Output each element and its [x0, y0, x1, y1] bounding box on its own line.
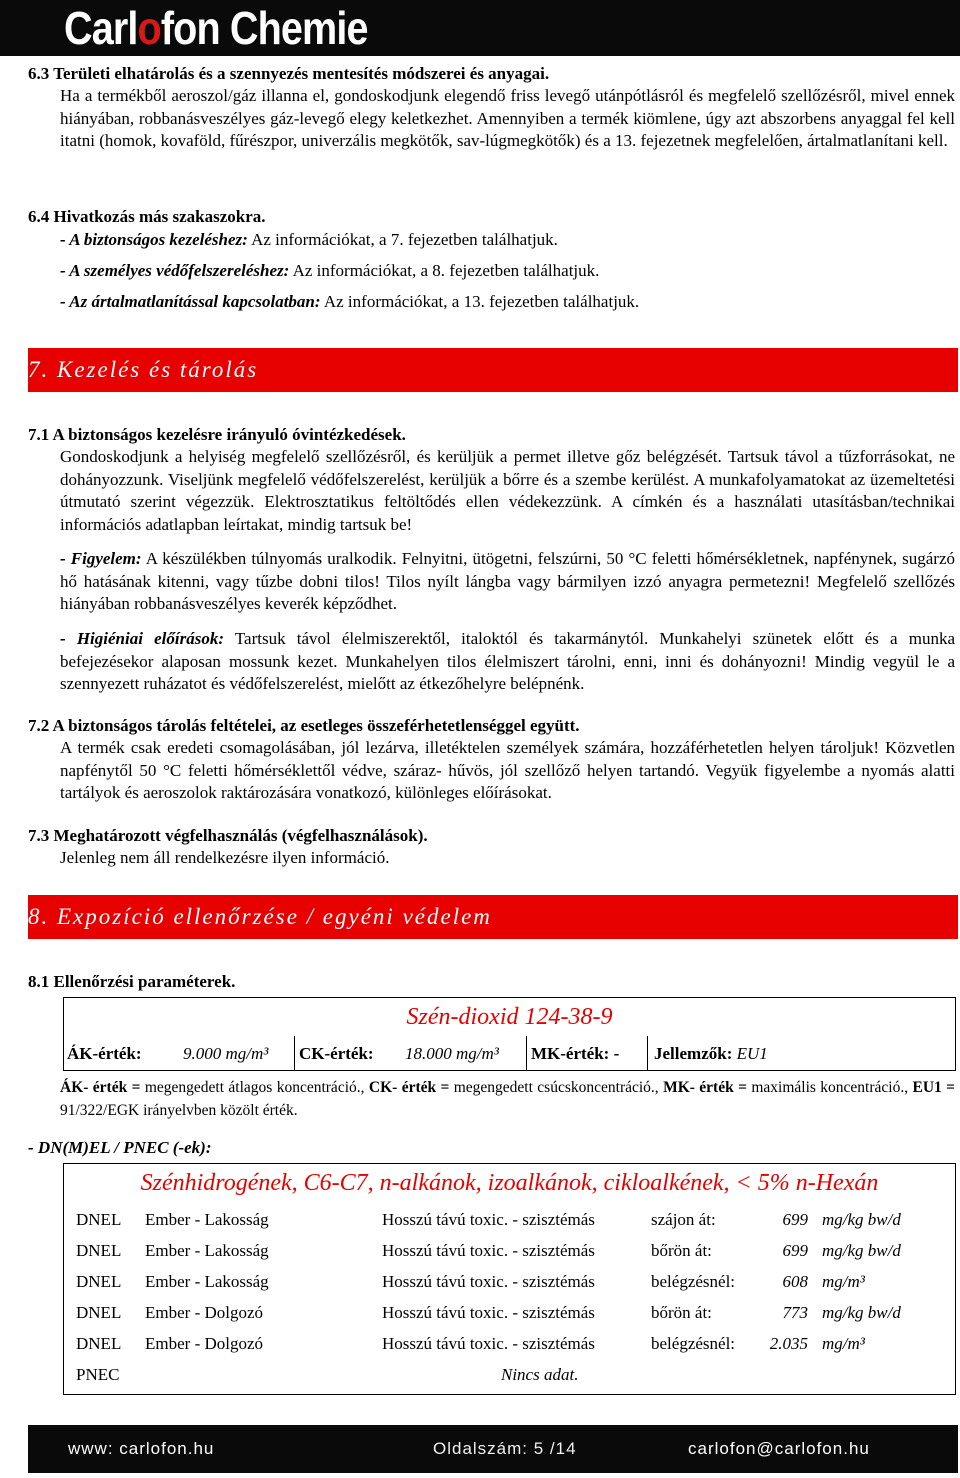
dnel-type-cell: DNEL	[76, 1334, 122, 1353]
dnel-unit-cell: mg/kg bw/d	[822, 1210, 901, 1229]
dnel-val-cell: 608	[782, 1272, 808, 1291]
divider	[294, 1036, 295, 1070]
dnel-unit-cell: mg/kg bw/d	[822, 1303, 901, 1322]
warning-label: - Figyelem:	[60, 549, 142, 568]
ak-value: 9.000 mg/m³	[183, 1044, 269, 1063]
reference-text: Az információkat, a 7. fejezetben találhatjuk.	[247, 230, 558, 249]
dnel-dur-cell: Hosszú távú toxic. - szisztémás	[382, 1272, 595, 1291]
reference-item	[60, 291, 955, 314]
section-7-title: 7. Kezelés és tárolás	[28, 357, 259, 382]
warning-text: A készülékben túlnyomás uralkodik. Felnyitni, ütögetni, felszúrni, 50 °C feletti hőmérsékletnek, napfénynek, sugárzó hő hatásának kitenni, vagy tűzbe dobni tilos! Tilos nyílt lángba vagy bármilyen izzó anyagra permetezni! Megfelelő szellőzés hiányában robbanásveszélyes keverék képződhet.	[60, 549, 956, 613]
section-7-2-body: A termék csak eredeti csomagolásában, jól lezárva, illetéktelen személyek számára, hozzáférhetetlen helyen tároljuk! Közvetlen napfénytől 50 °C feletti hőmérséklettől védve, száraz- hűvös, jól szellőző helyen tartandó. Vegyük figyelembe a nyomás alatti tartályok és aeroszolok raktározására vonatkozó, különleges előírásokat.	[60, 738, 955, 802]
dnel-table	[63, 1163, 956, 1395]
jellemzok-cell	[654, 1042, 768, 1066]
reference-label: - A személyes védőfelszereléshez:	[60, 261, 290, 280]
co2-title: Szén-dioxid 124-38-9	[406, 1004, 613, 1030]
dnel-val-cell: 699	[782, 1210, 808, 1229]
hygiene-label: - Higiéniai előírások:	[60, 629, 224, 648]
reference-item	[60, 229, 955, 252]
dnel-unit-cell: mg/kg bw/d	[822, 1241, 901, 1260]
hygiene-paragraph	[60, 628, 955, 696]
legend-text: maximális koncentráció.,	[746, 1079, 913, 1096]
dnel-val-cell: 699	[782, 1241, 808, 1260]
dnel-group-cell: Ember - Lakosság	[145, 1241, 269, 1260]
co2-limit-table	[63, 997, 956, 1071]
reference-text: Az információkat, a 13. fejezetben találhatjuk.	[320, 292, 640, 311]
section-7-1-title: 7.1 A biztonságos kezelésre irányuló óvintézkedések.	[28, 425, 406, 444]
section-8-title: 8. Expozíció ellenőrzése / egyéni védelem	[28, 904, 492, 929]
dnel-type-cell: DNEL	[76, 1210, 122, 1229]
dnel-row	[64, 1235, 955, 1266]
reference-text: Az információkat, a 8. fejezetben találhatjuk.	[289, 261, 600, 280]
legend-text: megengedett átlagos koncentráció.,	[140, 1079, 369, 1096]
section-7-1-body: Gondoskodjunk a helyiség megfelelő szellőzésről, és kerüljük a permet illetve gőz belégzését. Tartsuk távol a tűzforrásokat, ne dohányozzunk. Viseljünk megfelelő védőfelszerelést, kerüljük a bőrre és a szembe kerülést. A munkafolyamatokat az üzemeltetési útmutató szerint végezzük. Elektrosztatikus feltöltődés ellen védekezzünk. A címkén és a használati utasításban/technikai információs adatlapban leírtakat, mindig tartsuk be!	[60, 447, 955, 534]
jellemzok-value: EU1	[732, 1044, 768, 1063]
dnel-row	[64, 1266, 955, 1297]
company-logo	[64, 0, 368, 56]
dnel-row	[64, 1328, 955, 1359]
jellemzok-label: Jellemzők:	[654, 1044, 733, 1063]
ck-value: 18.000 mg/m³	[405, 1044, 499, 1063]
dnel-val-cell: 2.035	[769, 1334, 808, 1353]
dnel-row	[64, 1204, 955, 1235]
substance-title: Szénhidrogének, C6-C7, n-alkánok, izoalkánok, cikloalkének, < 5% n-Hexán	[140, 1170, 879, 1196]
logo-text-3: fon Chemie	[160, 2, 368, 54]
section-6-4-title: 6.4 Hivatkozás más szakaszokra.	[28, 207, 266, 226]
dnel-dur-cell: Hosszú távú toxic. - szisztémás	[382, 1303, 595, 1322]
dnel-type-cell: DNEL	[76, 1272, 122, 1291]
legend-text: 91/322/EGK irányelvben közölt érték.	[60, 1101, 298, 1119]
ck-label: CK-érték:	[299, 1044, 374, 1063]
logo-text-2: o	[137, 2, 161, 54]
legend-text: megengedett csúcskoncentráció.,	[449, 1079, 664, 1096]
dnel-route-cell: bőrön át:	[651, 1241, 712, 1260]
section-7-3-title: 7.3 Meghatározott végfelhasználás (végfelhasználások).	[28, 826, 428, 845]
pnec-label: PNEC	[76, 1365, 120, 1384]
logo-text-1: Carl	[64, 2, 138, 54]
dnel-val-cell: 773	[782, 1303, 808, 1322]
divider	[526, 1036, 527, 1070]
pnec-row	[64, 1359, 955, 1390]
section-6-3-body: Ha a termékből aeroszol/gáz illanna el, gondoskodjunk elegendő friss levegő utánpótlásról és megfelelő szellőzésről, mivel ennek hiányában, robbanásveszélyes gáz-levegő elegy keletkezhet. Amennyiben a termék kiömlene, úgy azt abszorbens anyaggal fel kell itatni (homok, kovaföld, fűrészpor, univerzális megkötők, sav-lúgmegkötők) és a 13. fejezetnek megfelelően, ártalmatlanítani kell.	[60, 86, 955, 150]
limit-legend	[60, 1077, 955, 1122]
footer-website: www: carlofon.hu	[68, 1439, 215, 1458]
dnel-group-cell: Ember - Dolgozó	[145, 1303, 264, 1322]
dnel-dur-cell: Hosszú távú toxic. - szisztémás	[382, 1241, 595, 1260]
reference-label: - Az ártalmatlanítással kapcsolatban:	[60, 292, 321, 311]
section-8-header	[28, 895, 958, 939]
divider	[647, 1036, 648, 1070]
warning-paragraph	[60, 548, 955, 616]
dnel-route-cell: szájon át:	[651, 1210, 716, 1229]
dnel-route-cell: belégzésnél:	[651, 1272, 736, 1291]
legend-term: CK- érték =	[368, 1079, 450, 1096]
dnel-type-cell: DNEL	[76, 1241, 122, 1260]
footer-page-number: Oldalszám: 5 /14	[433, 1439, 577, 1458]
mk-label: MK-érték: -	[531, 1044, 620, 1063]
dnel-type-cell: DNEL	[76, 1303, 122, 1322]
legend-term: ÁK- érték =	[60, 1079, 141, 1096]
pnec-value: Nincs adat.	[501, 1365, 579, 1384]
dnel-dur-cell: Hosszú távú toxic. - szisztémás	[382, 1334, 595, 1353]
reference-label: - A biztonságos kezeléshez:	[60, 230, 248, 249]
section-7-header	[28, 348, 958, 392]
section-7-2-title: 7.2 A biztonságos tárolás feltételei, az esetleges összeférhetetlenséggel együtt.	[28, 716, 580, 735]
dnel-row	[64, 1297, 955, 1328]
dnel-group-cell: Ember - Lakosság	[145, 1210, 269, 1229]
dnel-unit-cell: mg/m³	[822, 1272, 865, 1291]
dnel-route-cell: bőrön át:	[651, 1303, 712, 1322]
hygiene-text: Tartsuk távol élelmiszerektől, italoktól és takarmánytól. Munkahelyi szünetek előtt és a munka befejezésekor alaposan mossunk kezet. Munkahelyen tilos élelmiszert tárolni, enni, inni és dohányozni! Mindig vegyül le a szennyezett ruházatot és védőfelszerelést, mielőtt az étkezőhelyre belépnénk.	[60, 629, 955, 693]
section-7-3-body: Jelenleg nem áll rendelkezésre ilyen információ.	[60, 848, 390, 867]
ak-label: ÁK-érték:	[67, 1044, 142, 1063]
dnel-unit-cell: mg/m³	[822, 1334, 865, 1353]
section-6-3-title: 6.3 Területi elhatárolás és a szennyezés mentesítés módszerei és anyagai.	[28, 64, 550, 83]
legend-term: EU1 =	[912, 1079, 955, 1096]
dnel-heading: - DN(M)EL / PNEC (-ek):	[28, 1138, 212, 1157]
dnel-dur-cell: Hosszú távú toxic. - szisztémás	[382, 1210, 595, 1229]
footer-email: carlofon@carlofon.hu	[688, 1439, 870, 1458]
section-8-1-title: 8.1 Ellenőrzési paraméterek.	[28, 972, 236, 991]
dnel-route-cell: belégzésnél:	[651, 1334, 736, 1353]
footer-bar	[28, 1425, 958, 1473]
reference-item	[60, 260, 955, 283]
dnel-group-cell: Ember - Lakosság	[145, 1272, 269, 1291]
header-bar	[0, 0, 960, 56]
dnel-group-cell: Ember - Dolgozó	[145, 1334, 264, 1353]
legend-term: MK- érték =	[663, 1079, 747, 1096]
